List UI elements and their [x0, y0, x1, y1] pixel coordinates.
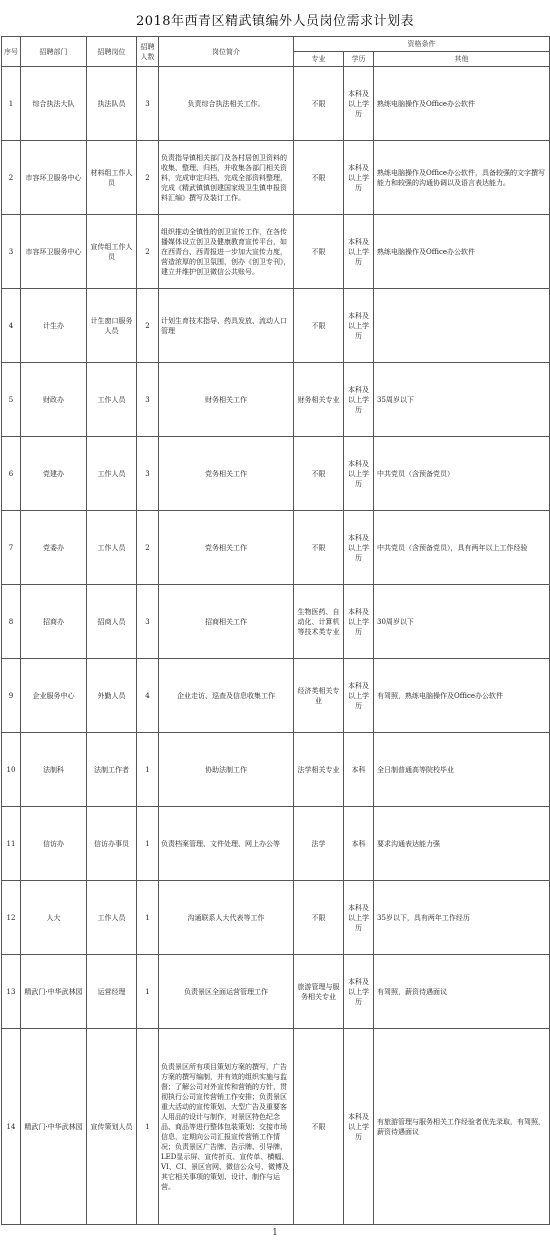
cell-dept: 法制科: [21, 733, 87, 807]
cell-major: 财务相关专业: [294, 363, 344, 437]
header-edu: 学历: [344, 52, 374, 67]
cell-num: 2: [137, 511, 159, 585]
cell-edu: 本科及以上学历: [344, 141, 374, 215]
cell-num: 2: [137, 289, 159, 363]
cell-seq: 5: [2, 363, 21, 437]
cell-major: 不限: [294, 141, 344, 215]
cell-post: 外勤人员: [87, 659, 137, 733]
cell-other: 熟练电脑操作及Office办公软件: [374, 215, 550, 289]
cell-dept: 招商办: [21, 585, 87, 659]
cell-other: 熟练电脑操作及Office办公软件，具备较强的文字撰写能力和较强的沟通协调以及语言表达能力。: [374, 141, 550, 215]
cell-major: 不限: [294, 215, 344, 289]
cell-other: 30周岁以下: [374, 585, 550, 659]
cell-num: 3: [137, 67, 159, 141]
cell-post: 宣传策划人员: [87, 1029, 137, 1225]
cell-post: 执法队员: [87, 67, 137, 141]
cell-dept: 党建办: [21, 437, 87, 511]
cell-major: 不限: [294, 1029, 344, 1225]
header-num: 招聘人数: [137, 37, 159, 67]
cell-major: 不限: [294, 437, 344, 511]
cell-edu: 本科及以上学历: [344, 955, 374, 1029]
cell-num: 1: [137, 807, 159, 881]
cell-major: 法学相关专业: [294, 733, 344, 807]
cell-other: [374, 289, 550, 363]
cell-dept: 精武门·中华武林园: [21, 1029, 87, 1225]
cell-edu: 本科: [344, 807, 374, 881]
cell-dept: 党委办: [21, 511, 87, 585]
cell-intro: 招商相关工作: [159, 585, 294, 659]
cell-intro: 负责档案管理、文件处理、网上办公等: [159, 807, 294, 881]
cell-intro: 计划生育技术指导、药具发放、流动人口管理: [159, 289, 294, 363]
cell-intro: 负责景区全面运营管理工作: [159, 955, 294, 1029]
cell-other: 中共党员（含预备党员）: [374, 437, 550, 511]
cell-intro: 负责指导镇相关部门及各村居创卫资料的收集、整理、归档，并收集各部门相关资料，完成审定归档，完成全部资料整理，完成《精武镇镇创建国家级卫生镇申报资料汇编》撰写及装订工作。: [159, 141, 294, 215]
table-body: [2, 67, 550, 1225]
header-requirements: 资格条件: [294, 37, 550, 52]
cell-major: 法学: [294, 807, 344, 881]
cell-post: 宣传组工作人员: [87, 215, 137, 289]
cell-other: 要求沟通表达能力强: [374, 807, 550, 881]
table-row: [2, 215, 550, 289]
cell-num: 1: [137, 881, 159, 955]
cell-seq: 2: [2, 141, 21, 215]
cell-post: 运营经理: [87, 955, 137, 1029]
cell-edu: 本科: [344, 733, 374, 807]
table-row: [2, 1029, 550, 1225]
cell-major: 不限: [294, 511, 344, 585]
table-row: [2, 807, 550, 881]
cell-seq: 9: [2, 659, 21, 733]
header-dept: 招聘部门: [21, 37, 87, 67]
position-table: [1, 36, 550, 1225]
cell-dept: 精武门·中华武林园: [21, 955, 87, 1029]
cell-seq: 4: [2, 289, 21, 363]
cell-edu: 本科及以上学历: [344, 881, 374, 955]
cell-post: 工作人员: [87, 511, 137, 585]
document-title: 2018年西青区精武镇编外人员岗位需求计划表: [135, 14, 415, 29]
cell-major: 不限: [294, 289, 344, 363]
cell-dept: 财政办: [21, 363, 87, 437]
table-row: [2, 67, 550, 141]
cell-major: 不限: [294, 881, 344, 955]
cell-seq: 6: [2, 437, 21, 511]
cell-num: 3: [137, 437, 159, 511]
cell-dept: 市容环卫服务中心: [21, 141, 87, 215]
cell-other: 有旅游管理与服务相关工作经验者优先录取，有驾照，薪资待遇面议: [374, 1029, 550, 1225]
table-row: [2, 955, 550, 1029]
cell-seq: 11: [2, 807, 21, 881]
cell-num: 2: [137, 215, 159, 289]
cell-major: 生物医药、自动化、计算机等技术类专业: [294, 585, 344, 659]
cell-num: 3: [137, 585, 159, 659]
table-row: [2, 881, 550, 955]
cell-seq: 12: [2, 881, 21, 955]
table-row: [2, 585, 550, 659]
cell-post: 工作人员: [87, 881, 137, 955]
cell-intro: 组织推动全镇性的创卫宣传工作，在各传播媒体设立创卫及健康教育宣传平台，如在西青台、西青报进一步加大宣传力度，营造浓厚的创卫氛围，创办《创卫专刊》，建立并维护创卫微信公共账号。: [159, 215, 294, 289]
cell-seq: 13: [2, 955, 21, 1029]
cell-edu: 本科及以上学历: [344, 67, 374, 141]
cell-post: 工作人员: [87, 363, 137, 437]
cell-dept: 计生办: [21, 289, 87, 363]
cell-num: 4: [137, 659, 159, 733]
cell-edu: 本科及以上学历: [344, 215, 374, 289]
cell-edu: 本科及以上学历: [344, 659, 374, 733]
table-row: [2, 363, 550, 437]
header-seq: 序号: [2, 37, 21, 67]
cell-intro: 企业走访、巡查及信息收集工作: [159, 659, 294, 733]
cell-dept: 综合执法大队: [21, 67, 87, 141]
cell-dept: 信访办: [21, 807, 87, 881]
table-row: [2, 289, 550, 363]
cell-dept: 人大: [21, 881, 87, 955]
cell-seq: 8: [2, 585, 21, 659]
cell-major: 经济类相关专业: [294, 659, 344, 733]
cell-seq: 14: [2, 1029, 21, 1225]
cell-intro: 负责综合执法相关工作。: [159, 67, 294, 141]
cell-intro: 负责景区所有项目策划方案的撰写，广告方案的撰写编制，并有效的组织实施与监督；了解公司对外宣传和营销的方针，贯彻执行公司宣传营销工作安排；负责景区重大活动的宣传策划、大型广告及重要客人用品的设计与制作，对景区特色纪念品、商品等进行整体包装策划；交接市场信息，定期向公司汇报宣传营销工作情况；负责景区广告牌、告示牌、引导牌、LED显示屏、宣传折页、宣传单、横幅、VI、CI、景区官网、微信公众号、微博及其它相关事项的策划、设计、制作与运营。: [159, 1029, 294, 1225]
cell-post: 招商人员: [87, 585, 137, 659]
cell-other: 全日制普通高等院校毕业: [374, 733, 550, 807]
cell-edu: 本科及以上学历: [344, 289, 374, 363]
table-row: [2, 141, 550, 215]
header-intro: 岗位简介: [159, 37, 294, 67]
header-post: 招聘岗位: [87, 37, 137, 67]
cell-edu: 本科及以上学历: [344, 1029, 374, 1225]
cell-major: 旅游管理与服务相关专业: [294, 955, 344, 1029]
cell-post: 信访办事员: [87, 807, 137, 881]
cell-seq: 1: [2, 67, 21, 141]
cell-intro: 党务相关工作: [159, 511, 294, 585]
cell-other: 35岁以下，具有两年工作经历: [374, 881, 550, 955]
header-major: 专业: [294, 52, 344, 67]
header-other: 其他: [374, 52, 550, 67]
cell-dept: 企业服务中心: [21, 659, 87, 733]
cell-other: 中共党员（含预备党员），具有两年以上工作经验: [374, 511, 550, 585]
table-row: [2, 659, 550, 733]
cell-edu: 本科及以上学历: [344, 511, 374, 585]
cell-other: 有驾照，熟练电脑操作及Office办公软件: [374, 659, 550, 733]
cell-edu: 本科及以上学历: [344, 585, 374, 659]
cell-intro: 沟通联系人大代表等工作: [159, 881, 294, 955]
cell-intro: 协助法制工作: [159, 733, 294, 807]
cell-post: 计生窗口服务人员: [87, 289, 137, 363]
cell-num: 1: [137, 733, 159, 807]
cell-major: 不限: [294, 67, 344, 141]
cell-edu: 本科及以上学历: [344, 437, 374, 511]
cell-num: 2: [137, 141, 159, 215]
table-row: [2, 511, 550, 585]
cell-seq: 7: [2, 511, 21, 585]
cell-intro: 财务相关工作: [159, 363, 294, 437]
cell-edu: 本科及以上学历: [344, 363, 374, 437]
cell-other: 35周岁以下: [374, 363, 550, 437]
cell-seq: 3: [2, 215, 21, 289]
cell-post: 材料组工作人员: [87, 141, 137, 215]
cell-other: 熟练电脑操作及Office办公软件: [374, 67, 550, 141]
page-number: 1: [272, 1228, 278, 1238]
cell-dept: 市容环卫服务中心: [21, 215, 87, 289]
table-row: [2, 437, 550, 511]
table-row: [2, 733, 550, 807]
cell-post: 法制工作者: [87, 733, 137, 807]
cell-intro: 党务相关工作: [159, 437, 294, 511]
cell-num: 1: [137, 1029, 159, 1225]
cell-num: 3: [137, 363, 159, 437]
cell-post: 工作人员: [87, 437, 137, 511]
cell-seq: 10: [2, 733, 21, 807]
cell-num: 1: [137, 955, 159, 1029]
cell-other: 有驾照，薪资待遇面议: [374, 955, 550, 1029]
